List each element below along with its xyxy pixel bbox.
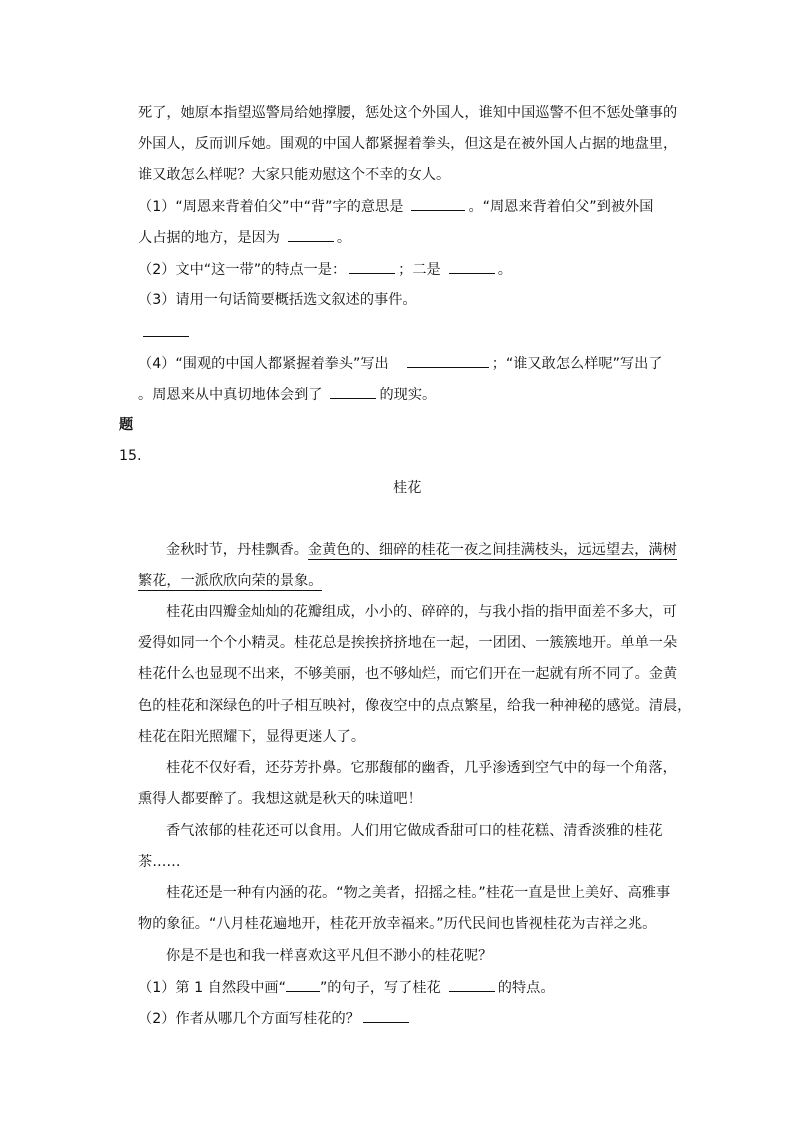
prev-q2-text-a: （2）文中“这一带”的特点一是：: [138, 262, 347, 278]
prev-q4-text-a: （4）“围观的中国人都紧握着拳头”写出: [138, 356, 389, 372]
passage-prev-line-1: 死了，她原本指望巡警局给她撑腰，惩处这个外国人，谁知中国巡警不但不惩处肇事的: [138, 105, 678, 121]
prev-q4-text-b: ；“谁又敢怎么样呢”写出了: [491, 356, 663, 372]
prev-question-2: [138, 259, 512, 279]
prev-q1-text-b: 。“周恩来背着伯父”到被外国: [468, 199, 654, 215]
answer-blank[interactable]: [407, 353, 489, 368]
paragraph-5-line-2: 物的象征。“八月桂花遍地开，桂花开放幸福来。”历代民间也皆视桂花为吉祥之兆。: [138, 916, 657, 932]
answer-blank[interactable]: [330, 384, 376, 399]
paragraph-2-line-1: 桂花由四瓣金灿灿的花瓣组成，小小的、碎碎的，与我小指的指甲面差不多大，可: [166, 604, 677, 620]
question-1: [138, 977, 555, 997]
answer-blank[interactable]: [143, 322, 189, 337]
answer-blank[interactable]: [349, 259, 395, 274]
answer-blank[interactable]: [449, 259, 495, 274]
q2-text: （2）作者从哪几个方面写桂花的？: [138, 1011, 360, 1027]
q1-text-a: （1）第 1 自然段中画“: [138, 980, 286, 996]
prev-question-3: （3）请用一句话简要概括选文叙述的事件。: [138, 292, 417, 308]
underlined-sentence: 繁花，一派欣欣向荣的景象。: [138, 573, 323, 589]
prev-q2-text-c: 。: [497, 262, 512, 278]
prev-q4-text-d: 的现实。: [379, 387, 437, 403]
answer-blank[interactable]: [286, 977, 320, 992]
passage-title: 桂花: [393, 480, 422, 496]
prev-q1-text-a: （1）“周恩来背着伯父”中“背”字的意思是: [138, 199, 404, 215]
answer-blank[interactable]: [449, 977, 495, 992]
underlined-sentence: 金黄色的、细碎的桂花一夜之间挂满枝头，远远望去，满树: [307, 542, 677, 558]
paragraph-1-start: 金秋时节，丹桂飘香。: [166, 542, 308, 558]
paragraph-3-line-1: 桂花不仅好看，还芬芳扑鼻。它那馥郁的幽香，几乎渗透到空气中的每一个角落，: [166, 760, 677, 776]
paragraph-2-line-4: 色的桂花和深绿色的叶子相互映衬，像夜空中的点点繁星，给我一种神秘的感觉。清晨，: [138, 698, 692, 714]
question-2: [138, 1008, 412, 1028]
paragraph-1-line-1: [166, 540, 677, 560]
prev-question-4-line-1: [138, 353, 663, 373]
answer-blank[interactable]: [363, 1008, 409, 1023]
section-label: 题: [119, 417, 134, 433]
prev-question-4-line-2: [138, 384, 436, 404]
answer-blank[interactable]: [288, 227, 334, 242]
paragraph-6: 你是不是也和我一样喜欢这平凡但不渺小的桂花呢？: [166, 948, 493, 964]
prev-q2-text-b: ；二是: [398, 262, 441, 278]
answer-blank[interactable]: [411, 196, 465, 211]
prev-q4-text-c: 。周恩来从中真切地体会到了: [138, 387, 323, 403]
q1-text-b: ”的句子，写了桂花: [319, 980, 441, 996]
paragraph-1-line-2: [138, 571, 322, 591]
paragraph-5-line-1: 桂花还是一种有内涵的花。“物之美者，招摇之桂。”桂花一直是世上美好、高雅事: [166, 885, 671, 901]
paragraph-4-line-1: 香气浓郁的桂花还可以食用。人们用它做成香甜可口的桂花糕、清香淡雅的桂花: [166, 823, 663, 839]
q1-text-c: 的特点。: [497, 980, 555, 996]
prev-question-1-line-1: [138, 196, 653, 216]
prev-q1-text-c: 人占据的地方，是因为: [138, 230, 280, 246]
paragraph-3-line-2: 熏得人都要醉了。我想这就是秋天的味道吧！: [138, 791, 422, 807]
paragraph-2-line-2: 爱得如同一个个小精灵。桂花总是挨挨挤挤地在一起，一团团、一簇簇地开。单单一朵: [138, 635, 678, 651]
prev-q1-text-d: 。: [336, 230, 352, 246]
passage-prev-line-2: 外国人，反而训斥她。围观的中国人都紧握着拳头，但这是在被外国人占据的地盘里，: [138, 136, 678, 152]
passage-prev-line-3: 谁又敢怎么样呢？大家只能劝慰这个不幸的女人。: [138, 167, 451, 183]
paragraph-2-line-5: 桂花在阳光照耀下，显得更迷人了。: [138, 729, 366, 745]
paragraph-4-line-2: 茶……: [138, 854, 181, 870]
question-number: 15.: [119, 448, 142, 464]
prev-question-1-line-2: [138, 227, 351, 247]
paragraph-2-line-3: 桂花什么也显现不出来，不够美丽，也不够灿烂，而它们开在一起就有所不同了。金黄: [138, 666, 678, 682]
